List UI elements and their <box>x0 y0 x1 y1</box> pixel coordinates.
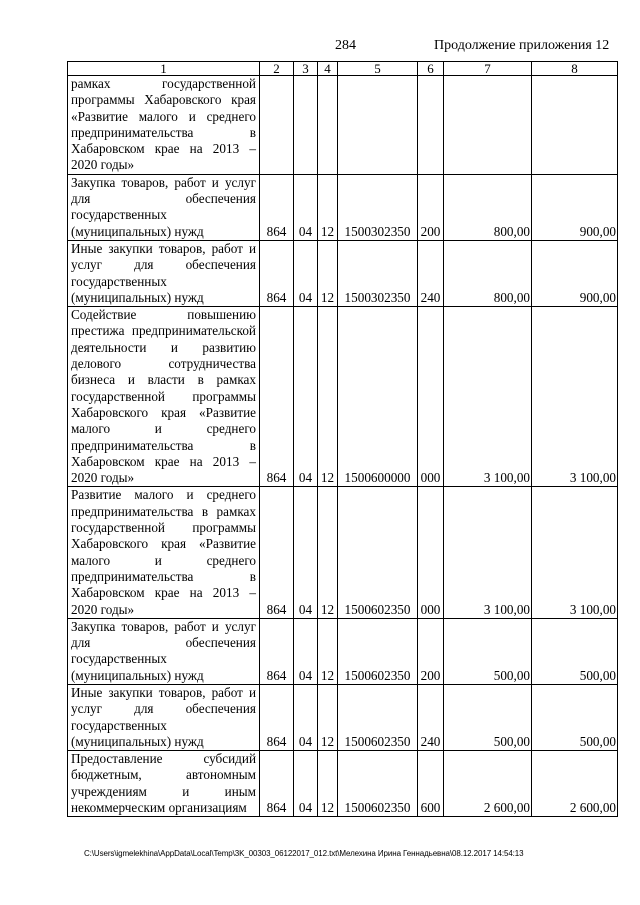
table-row <box>68 174 618 240</box>
file-path-footer: C:\Users\igmelekhina\AppData\Local\Temp\3K_00303_06122017_012.txt\Мелехина Ирина Геннадьевна\08.12.2017 14:54:13 <box>84 849 524 858</box>
ministry-code: 864 <box>260 684 294 750</box>
column-header: 5 <box>338 62 418 76</box>
amount-col7: 3 100,00 <box>444 487 532 618</box>
section-code: 04 <box>294 487 318 618</box>
expense-type-code: 200 <box>418 618 444 684</box>
expense-type-code: 240 <box>418 684 444 750</box>
column-header: 4 <box>318 62 338 76</box>
column-header: 1 <box>68 62 260 76</box>
budget-table <box>67 61 618 817</box>
page-number: 284 <box>335 38 356 53</box>
column-header: 7 <box>444 62 532 76</box>
item-name: рамках государственной программы Хабаровского края «Развитие малого и среднего предпринимательства в Хабаровском крае на 2013 – 2020 годы» <box>68 76 260 175</box>
subsection-code: 12 <box>318 751 338 817</box>
ministry-code: 864 <box>260 307 294 487</box>
column-header: 2 <box>260 62 294 76</box>
table-row <box>68 684 618 750</box>
item-name: Закупка товаров, работ и услуг для обеспечения государственных (муниципальных) нужд <box>68 618 260 684</box>
expense-type-code: 600 <box>418 751 444 817</box>
column-number-row <box>68 62 618 76</box>
item-name: Содействие повышению престижа предпринимательской деятельности и развитию делового сотрудничества бизнеса и власти в рамках государственной программы Хабаровского края «Развитие малого и среднего предпринимательства в Хабаровском крае на 2013 – 2020 годы» <box>68 307 260 487</box>
column-header: 8 <box>532 62 618 76</box>
subsection-code: 12 <box>318 684 338 750</box>
subsection-code: 12 <box>318 240 338 306</box>
amount-col8: 900,00 <box>532 174 618 240</box>
expense-type-code: 000 <box>418 307 444 487</box>
expense-type-code: 000 <box>418 487 444 618</box>
subsection-code: 12 <box>318 618 338 684</box>
section-code: 04 <box>294 240 318 306</box>
appendix-label: Продолжение приложения 12 <box>434 38 610 53</box>
amount-col7: 500,00 <box>444 618 532 684</box>
amount-col7: 2 600,00 <box>444 751 532 817</box>
amount-col8: 500,00 <box>532 618 618 684</box>
column-header: 6 <box>418 62 444 76</box>
target-article-code: 1500602350 <box>338 618 418 684</box>
table-row <box>68 487 618 618</box>
ministry-code <box>260 76 294 175</box>
section-code <box>294 76 318 175</box>
target-article-code: 1500602350 <box>338 751 418 817</box>
ministry-code: 864 <box>260 174 294 240</box>
item-name: Иные закупки товаров, работ и услуг для обеспечения государственных (муниципальных) нужд <box>68 684 260 750</box>
amount-col7: 3 100,00 <box>444 307 532 487</box>
target-article-code: 1500600000 <box>338 307 418 487</box>
expense-type-code: 200 <box>418 174 444 240</box>
amount-col7 <box>444 76 532 175</box>
column-header: 3 <box>294 62 318 76</box>
target-article-code: 1500602350 <box>338 684 418 750</box>
table-row <box>68 751 618 817</box>
section-code: 04 <box>294 307 318 487</box>
amount-col8: 2 600,00 <box>532 751 618 817</box>
section-code: 04 <box>294 684 318 750</box>
expense-type-code: 240 <box>418 240 444 306</box>
subsection-code: 12 <box>318 307 338 487</box>
subsection-code: 12 <box>318 487 338 618</box>
item-name: Развитие малого и среднего предпринимательства в рамках государственной программы Хабаровского края «Развитие малого и среднего предпринимательства в Хабаровском крае на 2013 – 2020 годы» <box>68 487 260 618</box>
amount-col8: 3 100,00 <box>532 307 618 487</box>
item-name: Иные закупки товаров, работ и услуг для обеспечения государственных (муниципальных) нужд <box>68 240 260 306</box>
subsection-code <box>318 76 338 175</box>
ministry-code: 864 <box>260 487 294 618</box>
ministry-code: 864 <box>260 618 294 684</box>
target-article-code: 1500302350 <box>338 240 418 306</box>
table-row <box>68 307 618 487</box>
item-name: Предоставление субсидий бюджетным, автономным учреждениям и иным некоммерческим организациям <box>68 751 260 817</box>
expense-type-code <box>418 76 444 175</box>
subsection-code: 12 <box>318 174 338 240</box>
section-code: 04 <box>294 618 318 684</box>
target-article-code: 1500302350 <box>338 174 418 240</box>
amount-col8: 500,00 <box>532 684 618 750</box>
table-row <box>68 618 618 684</box>
target-article-code: 1500602350 <box>338 487 418 618</box>
ministry-code: 864 <box>260 751 294 817</box>
ministry-code: 864 <box>260 240 294 306</box>
amount-col7: 800,00 <box>444 240 532 306</box>
target-article-code <box>338 76 418 175</box>
amount-col8: 900,00 <box>532 240 618 306</box>
amount-col8 <box>532 76 618 175</box>
section-code: 04 <box>294 174 318 240</box>
amount-col7: 500,00 <box>444 684 532 750</box>
item-name: Закупка товаров, работ и услуг для обеспечения государственных (муниципальных) нужд <box>68 174 260 240</box>
amount-col7: 800,00 <box>444 174 532 240</box>
amount-col8: 3 100,00 <box>532 487 618 618</box>
section-code: 04 <box>294 751 318 817</box>
table-row <box>68 240 618 306</box>
table-row <box>68 76 618 175</box>
